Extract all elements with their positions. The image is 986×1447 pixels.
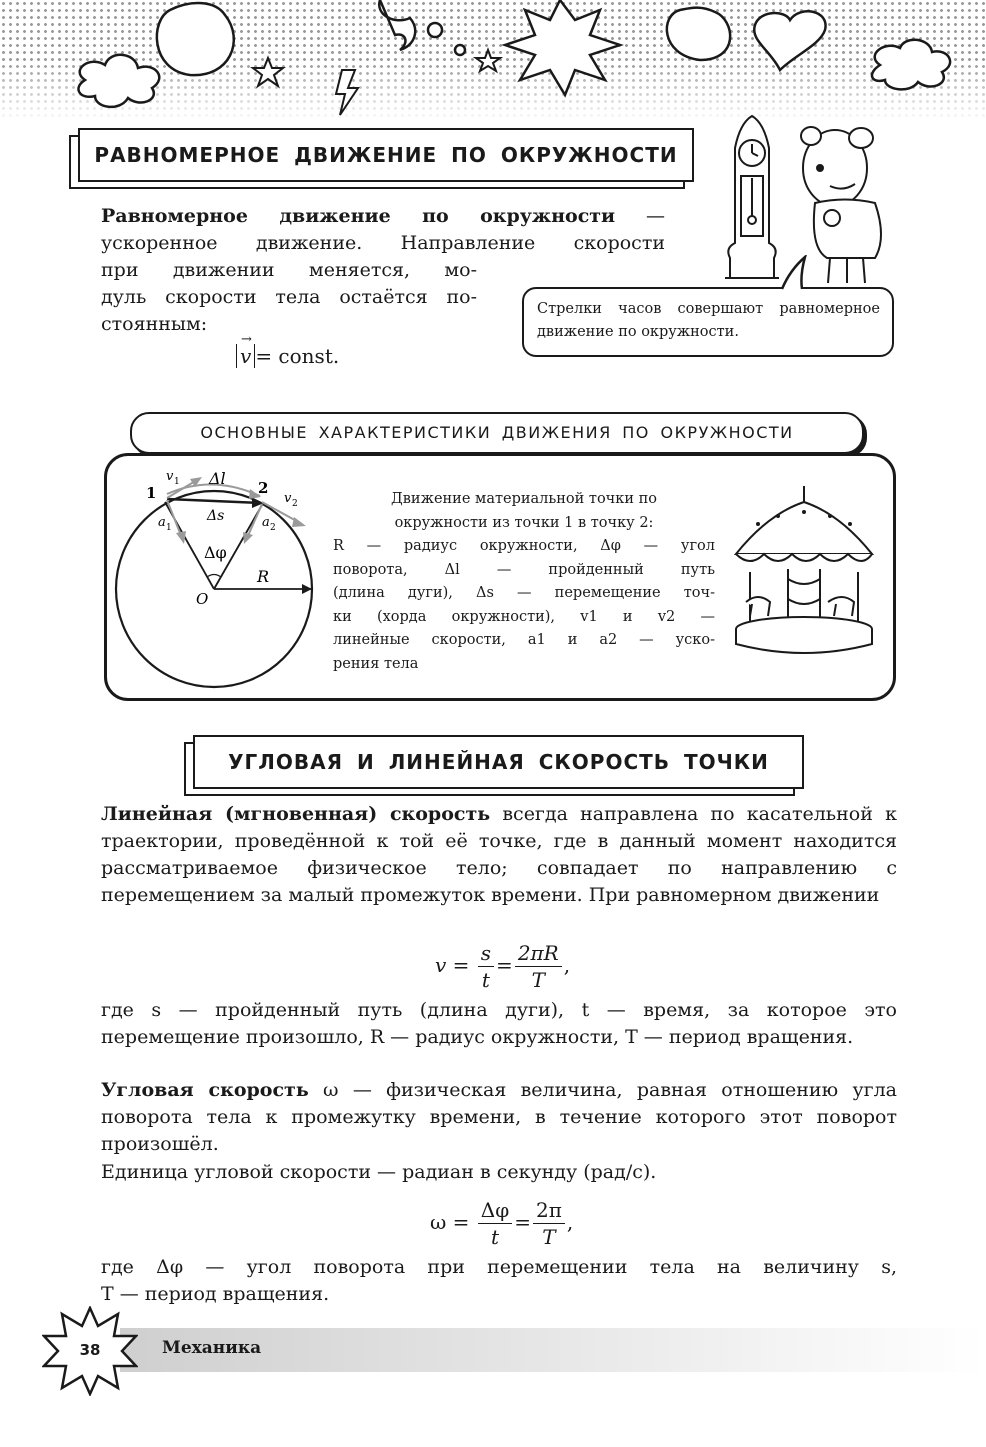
intro-line5: стоянным: <box>101 313 208 335</box>
center-label: O <box>196 590 209 608</box>
speech-bubble <box>522 287 894 357</box>
angular-speed-paragraph: Угловая скорость ω — физическая величина, равная отношению угла поворота тела к промежутку времени, в течение которого этот поворот произошёл. <box>101 1079 897 1155</box>
footer-section-label: Механика <box>162 1338 262 1358</box>
intro-paragraph-narrow <box>101 257 477 338</box>
section2-title: УГЛОВАЯ И ЛИНЕЙНАЯ СКОРОСТЬ ТОЧКИ <box>228 750 769 774</box>
radius-arrowhead-icon <box>302 584 312 594</box>
point-1-label: 1 <box>146 484 157 502</box>
top-doodles-icon <box>0 0 986 125</box>
carousel-illustration-icon <box>728 484 884 664</box>
section2-banner <box>193 735 804 789</box>
vector-arrow-icon: → <box>241 332 252 347</box>
desc-line-8: рения тела <box>333 655 419 672</box>
page-number: 38 <box>79 1341 101 1359</box>
clock-character-illustration-icon <box>715 108 905 288</box>
linear-speed-term: Линейная (мгновенная) скорость <box>101 803 491 825</box>
desc-line-3: R — радиус окружности, Δφ — угол <box>333 538 715 554</box>
intro-line4: дуль скорости тела остаётся по- <box>101 286 477 308</box>
desc-line-2: окружности из точки 1 в точку 2: <box>394 514 654 531</box>
v2-subscript: 2 <box>292 499 298 509</box>
a2-label: a <box>262 515 270 530</box>
angular-speed-explanation: где Δφ — угол поворота при перемещении тела на величину s, T — период вращения. <box>101 1256 897 1305</box>
speech-bubble-tail-icon <box>780 255 810 291</box>
a1-subscript: 1 <box>166 523 172 533</box>
intro-paragraph: Равномерное движение по окружности — ускоренное движение. Направление скорости <box>101 203 665 257</box>
desc-line-7: линейные скорости, a1 и a2 — уско- <box>333 632 715 648</box>
fraction-s-t: $\frac{s}{t}$ <box>478 940 494 993</box>
fraction-2pi-T: $\frac{2\pi}{T}$ <box>533 1197 565 1250</box>
angular-speed-term: Угловая скорость <box>101 1079 309 1101</box>
v1-label: v <box>166 469 174 484</box>
v2-arrowhead-icon <box>292 517 306 527</box>
v1-subscript: 1 <box>174 477 180 487</box>
intro-line3: при движении меняется, мо- <box>101 259 477 281</box>
circle-motion-diagram <box>112 462 322 692</box>
radius-label: R <box>257 567 270 586</box>
characteristics-description <box>333 488 715 676</box>
characteristics-title-box <box>130 412 864 454</box>
linear-speed-paragraph: Линейная (мгновенная) скорость всегда направлена по касательной к траектории, проведённой к той её точке, где в данный момент находится рассматриваемое физическое тело; совпадает по направлению с перемещением за малый промежуток времени. При равномерном движении <box>101 803 898 906</box>
velocity-modulus: → v <box>236 344 255 368</box>
fraction-dphi-t: $\frac{\Delta\varphi}{t}$ <box>478 1197 512 1250</box>
intro-term: Равномерное движение по окружности <box>101 205 616 227</box>
point-2-label: 2 <box>258 479 269 497</box>
angular-speed-unit: Единица угловой скорости — радиан в секунду (рад/с). <box>101 1161 657 1183</box>
displacement-label: Δs <box>207 508 225 524</box>
formula-const: → v = const. <box>236 344 339 368</box>
linear-speed-explanation: где s — пройденный путь (длина дуги), t — время, за которое это перемещение произошло, R — радиус окружности, T — период вращения. <box>101 999 897 1048</box>
fraction-2piR-T: $\frac{2\pi R}{T}$ <box>515 940 562 993</box>
accel-a2-vector <box>247 504 262 538</box>
desc-line-1: Движение материальной точки по <box>390 491 657 507</box>
arc-length-label: Δl <box>209 469 226 488</box>
a1-label: a <box>158 515 166 530</box>
a2-subscript: 2 <box>270 523 276 533</box>
displacement-chord <box>167 499 260 503</box>
speech-bubble-text: Стрелки часов совершают равномерное движение по окружности. <box>537 301 880 340</box>
angle-arc-icon <box>207 575 221 578</box>
a2-arrowhead-icon <box>243 532 253 544</box>
characteristics-title: ОСНОВНЫЕ ХАРАКТЕРИСТИКИ ДВИЖЕНИЯ ПО ОКРУЖНОСТИ <box>200 423 794 442</box>
intro-line2: ускоренное движение. Направление скорости <box>101 232 665 254</box>
angle-label: Δφ <box>204 543 227 562</box>
page-title: РАВНОМЕРНОЕ ДВИЖЕНИЕ ПО ОКРУЖНОСТИ <box>94 143 678 167</box>
formula-angular-speed: ω = $\frac{\Delta\varphi}{t}$ = $\frac{2\pi}{T}$ , <box>430 1198 574 1249</box>
a1-arrowhead-icon <box>176 531 186 544</box>
desc-line-6: ки (хорда окружности), v1 и v2 — <box>333 608 715 625</box>
v2-label: v <box>284 491 292 506</box>
formula-linear-speed: v = $\frac{s}{t}$ = $\frac{2\pi R}{T}$ , <box>435 941 571 992</box>
desc-line-5: (длина дуги), Δs — перемещение точ- <box>333 585 715 601</box>
desc-line-4: поворота, Δl — пройденный путь <box>333 561 715 578</box>
header-banner <box>78 128 694 182</box>
